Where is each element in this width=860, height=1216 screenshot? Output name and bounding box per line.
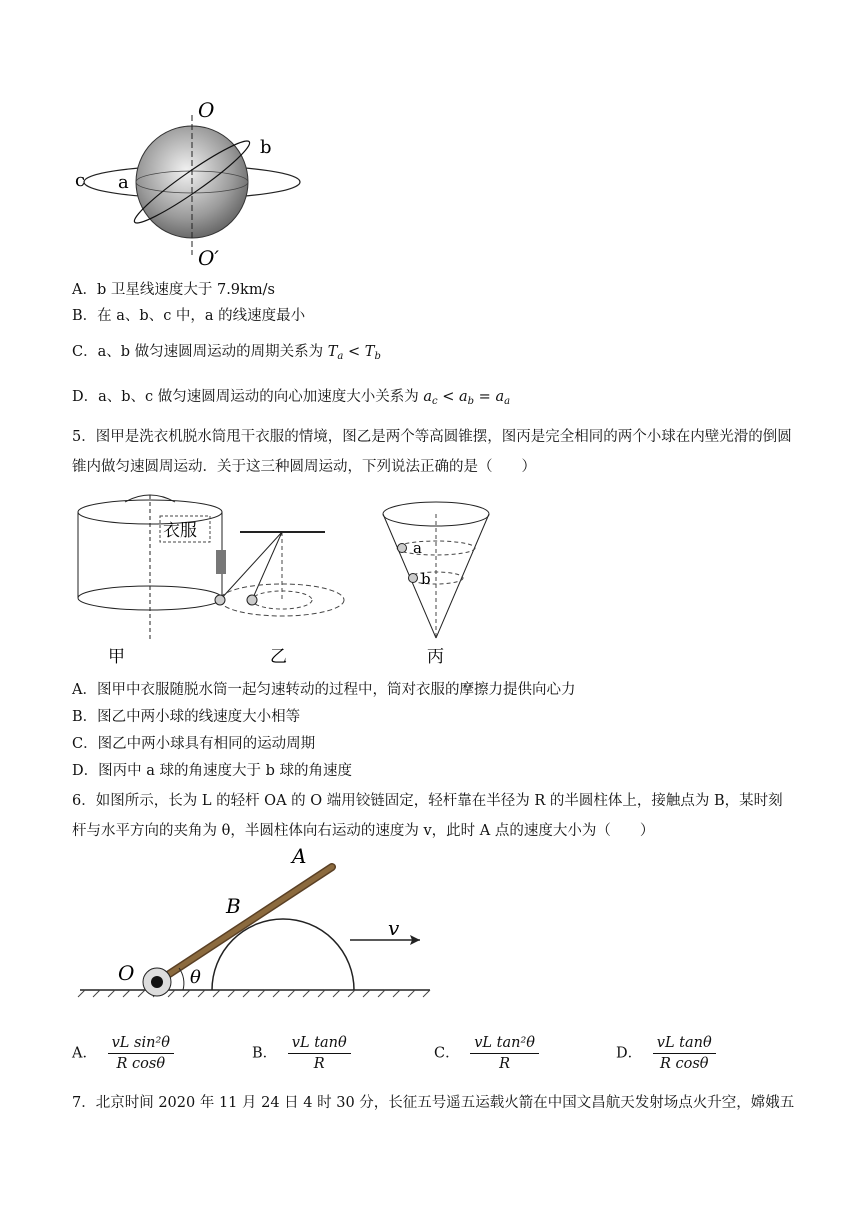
label-b: b [260,137,272,158]
circular-motion-figure [70,490,510,670]
label-B: B [226,894,241,918]
label-jia: 甲 [108,647,125,667]
q4-c-T1: T [327,344,338,360]
q6-d-num: vL tanθ [653,1035,716,1054]
q6-b-den: R [313,1056,325,1072]
q6-b-fraction [288,1035,351,1072]
q4-c-lt: < T [343,344,375,360]
q6-d-den: R cosθ [659,1056,709,1072]
q7-stem: 7．北京时间 2020 年 11 月 24 日 4 时 30 分，长征五号遥五运载火箭在中国文昌航天发射场点火升空，嫦娥五 [72,1095,795,1111]
rod-cylinder-figure [70,845,450,1020]
label-bing: 丙 [427,647,444,667]
q6-option-c [434,1035,539,1072]
q6-c-letter: C． [434,1045,460,1062]
earth-satellite-figure [70,95,310,270]
q4-option-b: B．在 a、b、c 中，a 的线速度最小 [72,308,306,324]
q4-option-c-text: C．a、b 做匀速圆周运动的周期关系为 [72,344,324,360]
q5-option-b: B．图乙中两小球的线速度大小相等 [72,709,301,725]
label-O: O [198,98,215,122]
label-theta: θ [190,967,201,988]
q4-d-a1: a [423,389,433,405]
q6-a-fraction [108,1035,174,1072]
q4-option-d [72,387,510,412]
q4-d-eq: = a [474,389,505,405]
label-O6: O [118,961,135,985]
q6-a-num: vL sin²θ [108,1035,174,1054]
q5-option-c: C．图乙中两小球具有相同的运动周期 [72,736,316,752]
q4-c-sub2: b [374,351,381,362]
q4-c-sub1: a [337,351,344,362]
q6-a-den: R cosθ [116,1056,166,1072]
q4-option-a: A．b 卫星线速度大于 7.9km/s [72,282,275,298]
q6-option-d [616,1035,716,1072]
label-cone-b: b [421,570,431,588]
label-c: c [75,170,86,191]
label-v: v [388,916,400,940]
q6-c-fraction [470,1035,539,1072]
label-A: A [292,845,307,868]
q4-option-d-text: D．a、b、c 做匀速圆周运动的向心加速度大小关系为 [72,389,419,405]
q4-d-s3: a [504,396,511,407]
q4-d-lt: < a [437,389,468,405]
label-Oprime: O′ [198,246,219,270]
label-yi: 乙 [270,647,287,667]
q4-d-s1: c [432,396,438,407]
q6-b-num: vL tanθ [288,1035,351,1054]
q6-c-den: R [499,1056,511,1072]
q6-d-letter: D． [616,1045,643,1062]
label-a: a [118,172,129,193]
q5-stem: 5．图甲是洗衣机脱水筒甩干衣服的情境，图乙是两个等高圆锥摆，图丙是完全相同的两个小球在内壁光滑的倒圆锥内做匀速圆周运动．关于这三种圆周运动，下列说法正确的是（ ） [72,429,792,475]
q6-option-b [252,1035,351,1072]
q6-d-fraction [653,1035,716,1072]
label-clothes: 衣服 [163,521,197,541]
q5-option-d: D．图丙中 a 球的角速度大于 b 球的角速度 [72,763,352,779]
q6-b-letter: B． [252,1045,278,1062]
q6-stem: 6．如图所示，长为 L 的轻杆 OA 的 O 端用铰链固定，轻杆靠在半径为 R 的半圆柱体上，接触点为 B，某时刻杆与水平方向的夹角为 θ，半圆柱体向右运动的速度为 v，此时 A 点的速度大小为（ ） [72,793,783,839]
q6-option-a [72,1035,174,1072]
q6-c-num: vL tan²θ [470,1035,539,1054]
q4-option-c [72,342,381,367]
q5-option-a: A．图甲中衣服随脱水筒一起匀速转动的过程中，筒对衣服的摩擦力提供向心力 [72,682,576,698]
q4-d-s2: b [467,396,475,407]
q6-a-letter: A． [72,1045,97,1062]
label-cone-a: a [413,539,422,557]
